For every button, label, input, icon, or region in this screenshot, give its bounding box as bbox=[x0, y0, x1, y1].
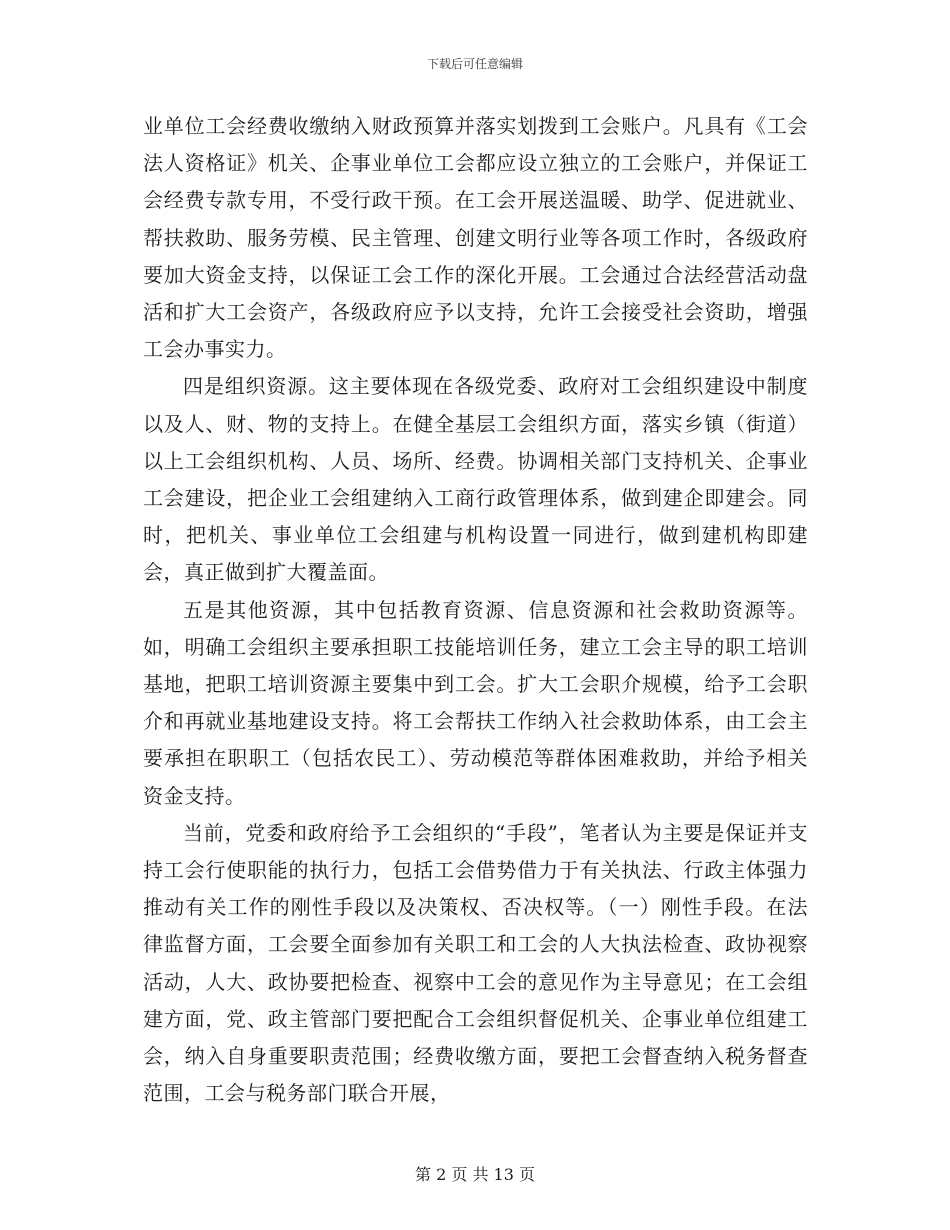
page-footer: 第 2 页 共 13 页 bbox=[415, 1165, 535, 1184]
page-header: 下载后可任意编辑 bbox=[426, 57, 523, 71]
paragraph-2: 四是组织资源。这主要体现在各级党委、政府对工会组织建设中制度以及人、财、物的支持上。在健全基层工会组织方面，落实乡镇（街道）以上工会组织机构、人员、场所、经费。协调相关部门支持机关、企事业工会建设，把企业工会组建纳入工商行政管理体系，做到建企即建会。同时，把机关、事业单位工会组建与机构设置一同进行，做到建机构即建会，真正做到扩大覆盖面。 bbox=[143, 374, 808, 585]
paragraph-1: 业单位工会经费收缴纳入财政预算并落实划拨到工会账户。凡具有《工会法人资格证》机关、企事业单位工会都应设立独立的工会账户，并保证工会经费专款专用，不受行政干预。在工会开展送温暖、助学、促进就业、帮扶救助、服务劳模、民主管理、创建文明行业等各项工作时，各级政府要加大资金支持，以保证工会工作的深化开展。工会通过合法经营活动盘活和扩大工会资产，各级政府应予以支持，允许工会接受社会资助，增强工会办事实力。 bbox=[143, 114, 808, 362]
paragraph-4: 当前，党委和政府给予工会组织的“手段”，笔者认为主要是保证并支持工会行使职能的执行力，包括工会借势借力于有关执法、行政主体强力推动有关工作的刚性手段以及决策权、否决权等。（一）刚性手段。在法律监督方面，工会要全面参加有关职工和工会的人大执法检查、政协视察活动，人大、政协要把检查、视察中工会的意见作为主导意见；在工会组建方面，党、政主管部门要把配合工会组织督促机关、企事业单位组建工会，纳入自身重要职责范围；经费收缴方面，要把工会督查纳入税务督查范围，工会与税务部门联合开展， bbox=[143, 820, 808, 1106]
paragraph-3: 五是其他资源，其中包括教育资源、信息资源和社会救助资源等。如，明确工会组织主要承担职工技能培训任务，建立工会主导的职工培训基地，把职工培训资源主要集中到工会。扩大工会职介规模，给予工会职介和再就业基地建设支持。将工会帮扶工作纳入社会救助体系，由工会主要承担在职职工（包括农民工）、劳动模范等群体困难救助，并给予相关资金支持。 bbox=[143, 597, 808, 808]
document-body bbox=[143, 108, 808, 1112]
